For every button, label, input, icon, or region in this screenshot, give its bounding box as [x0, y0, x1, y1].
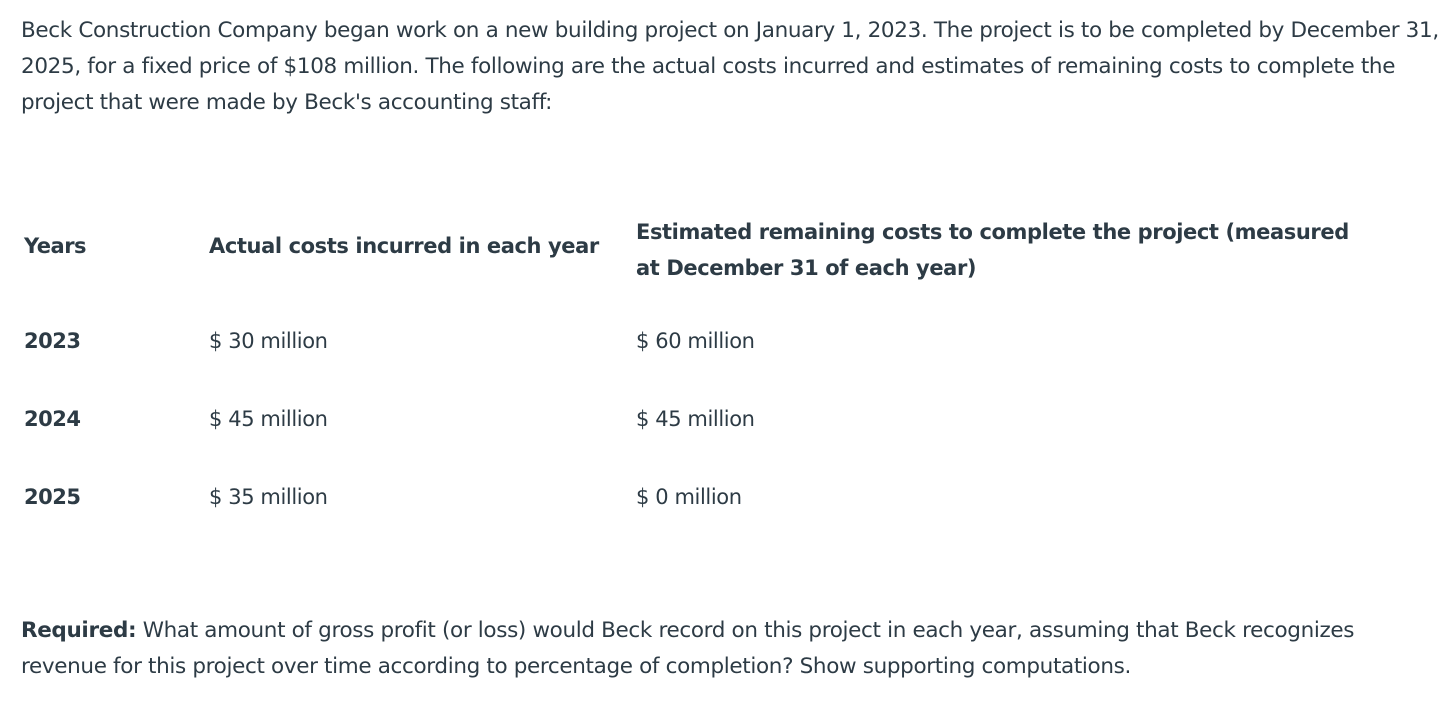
cell-actual-cost: $ 45 million — [209, 407, 328, 431]
table-row — [0, 329, 1452, 365]
required-text: What amount of gross profit (or loss) would Beck record on this project in each year, assuming that Beck recognizes revenue for this project over time according to percentage of completion? Show supporting computations. — [21, 618, 1355, 679]
cell-year: 2023 — [24, 329, 81, 353]
cell-estimated-cost: $ 45 million — [636, 407, 755, 431]
cell-year: 2025 — [24, 485, 81, 509]
cell-year: 2024 — [24, 407, 81, 431]
table-row — [0, 485, 1452, 521]
header-estimated-remaining-costs: Estimated remaining costs to complete the project (measured at December 31 of each year) — [636, 220, 1349, 280]
cell-estimated-cost: $ 60 million — [636, 329, 755, 353]
table-header-row — [0, 212, 1452, 286]
header-years: Years — [24, 234, 87, 258]
problem-intro: Beck Construction Company began work on a new building project on January 1, 2023. The project is to be completed by December 31, 2025, for a fixed price of $108 million. The following are the actual costs incurred and estimates of remaining costs to complete the project that were made by Beck's accounting staff: — [21, 18, 1439, 115]
table-row — [0, 407, 1452, 443]
required-question — [21, 613, 1441, 685]
required-label: Required: — [21, 618, 137, 643]
cell-actual-cost: $ 35 million — [209, 485, 328, 509]
cell-actual-cost: $ 30 million — [209, 329, 328, 353]
cell-estimated-cost: $ 0 million — [636, 485, 742, 509]
header-actual-costs: Actual costs incurred in each year — [209, 234, 599, 258]
